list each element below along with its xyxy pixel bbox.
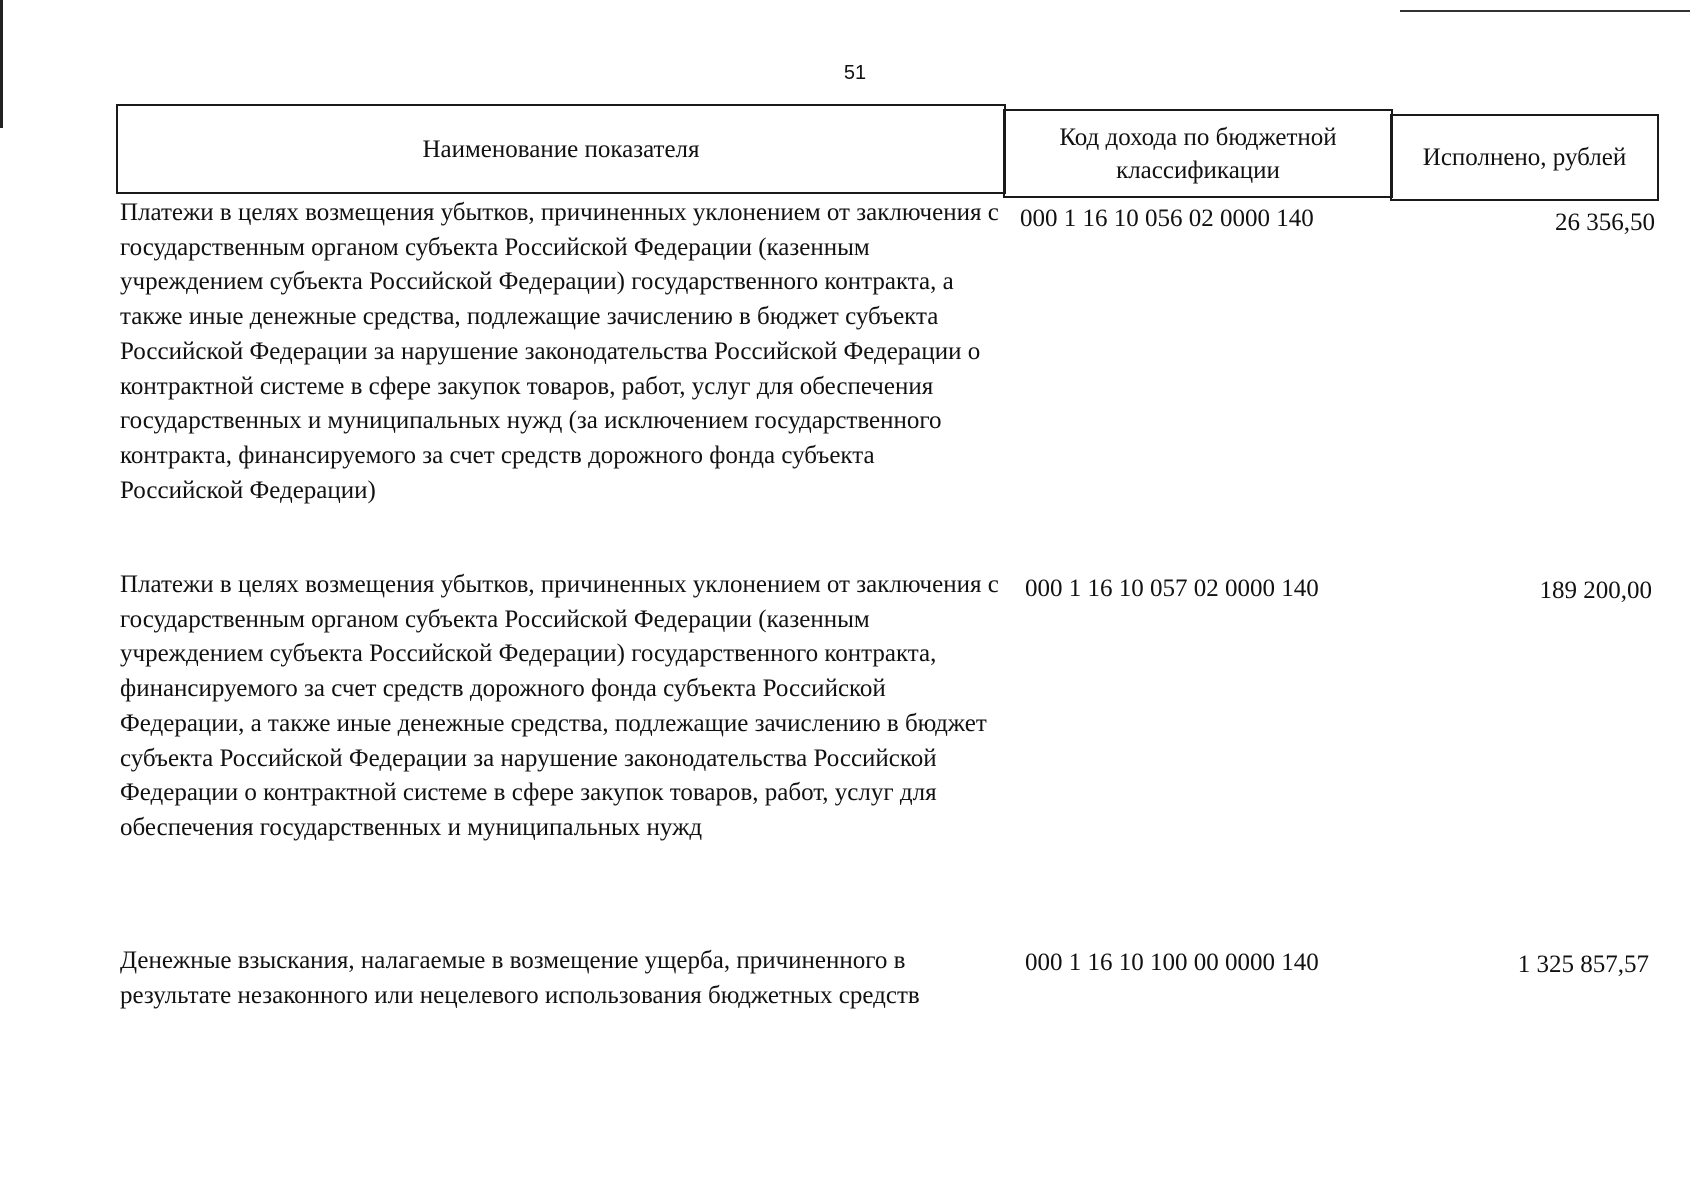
table-header [0, 0, 1699, 200]
row-amount: 189 200,00 [1539, 577, 1652, 604]
header-name-label: Наименование показателя [422, 135, 700, 163]
header-executed-cell [1390, 114, 1659, 201]
row-description: Денежные взыскания, налагаемые в возмещение ущерба, причиненного в результате незаконного или нецелевого использования бюджетных средств [120, 947, 920, 1009]
header-code-label: Код дохода по бюджетной классификации [1059, 123, 1337, 184]
row-code: 000 1 16 10 100 00 0000 140 [1025, 949, 1319, 976]
page-number: 51 [843, 62, 867, 84]
row-description: Платежи в целях возмещения убытков, причиненных уклонением от заключения с государственным органом субъекта Российской Федерации (казенным учреждением субъекта Российской Федерации) государственного контракта, финансируемого за счет средств дорожного фонда субъекта Российской Федерации, а также иные денежные средства, подлежащие зачислению в бюджет субъекта Российской Федерации за нарушение законодательства Российской Федерации о контрактной системе в сфере закупок товаров, работ, услуг для обеспечения государственных и муниципальных нужд [120, 571, 999, 841]
header-executed-label: Исполнено, рублей [1422, 144, 1627, 171]
row-amount: 26 356,50 [1555, 209, 1655, 236]
header-code-cell [1003, 109, 1393, 198]
row-description: Платежи в целях возмещения убытков, причиненных уклонением от заключения с государственным органом субъекта Российской Федерации (казенным учреждением субъекта Российской Федерации) государственного контракта, а также иные денежные средства, подлежащие зачислению в бюджет субъекта Российской Федерации за нарушение законодательства Российской Федерации о контрактной системе в сфере закупок товаров, работ, услуг для обеспечения государственных и муниципальных нужд (за исключением государственного контракта, финансируемого за счет средств дорожного фонда субъекта Российской Федерации) [120, 199, 999, 504]
row-code: 000 1 16 10 056 02 0000 140 [1020, 205, 1314, 232]
row-code: 000 1 16 10 057 02 0000 140 [1025, 575, 1319, 602]
header-name-cell [116, 104, 1006, 194]
row-amount: 1 325 857,57 [1517, 951, 1649, 978]
